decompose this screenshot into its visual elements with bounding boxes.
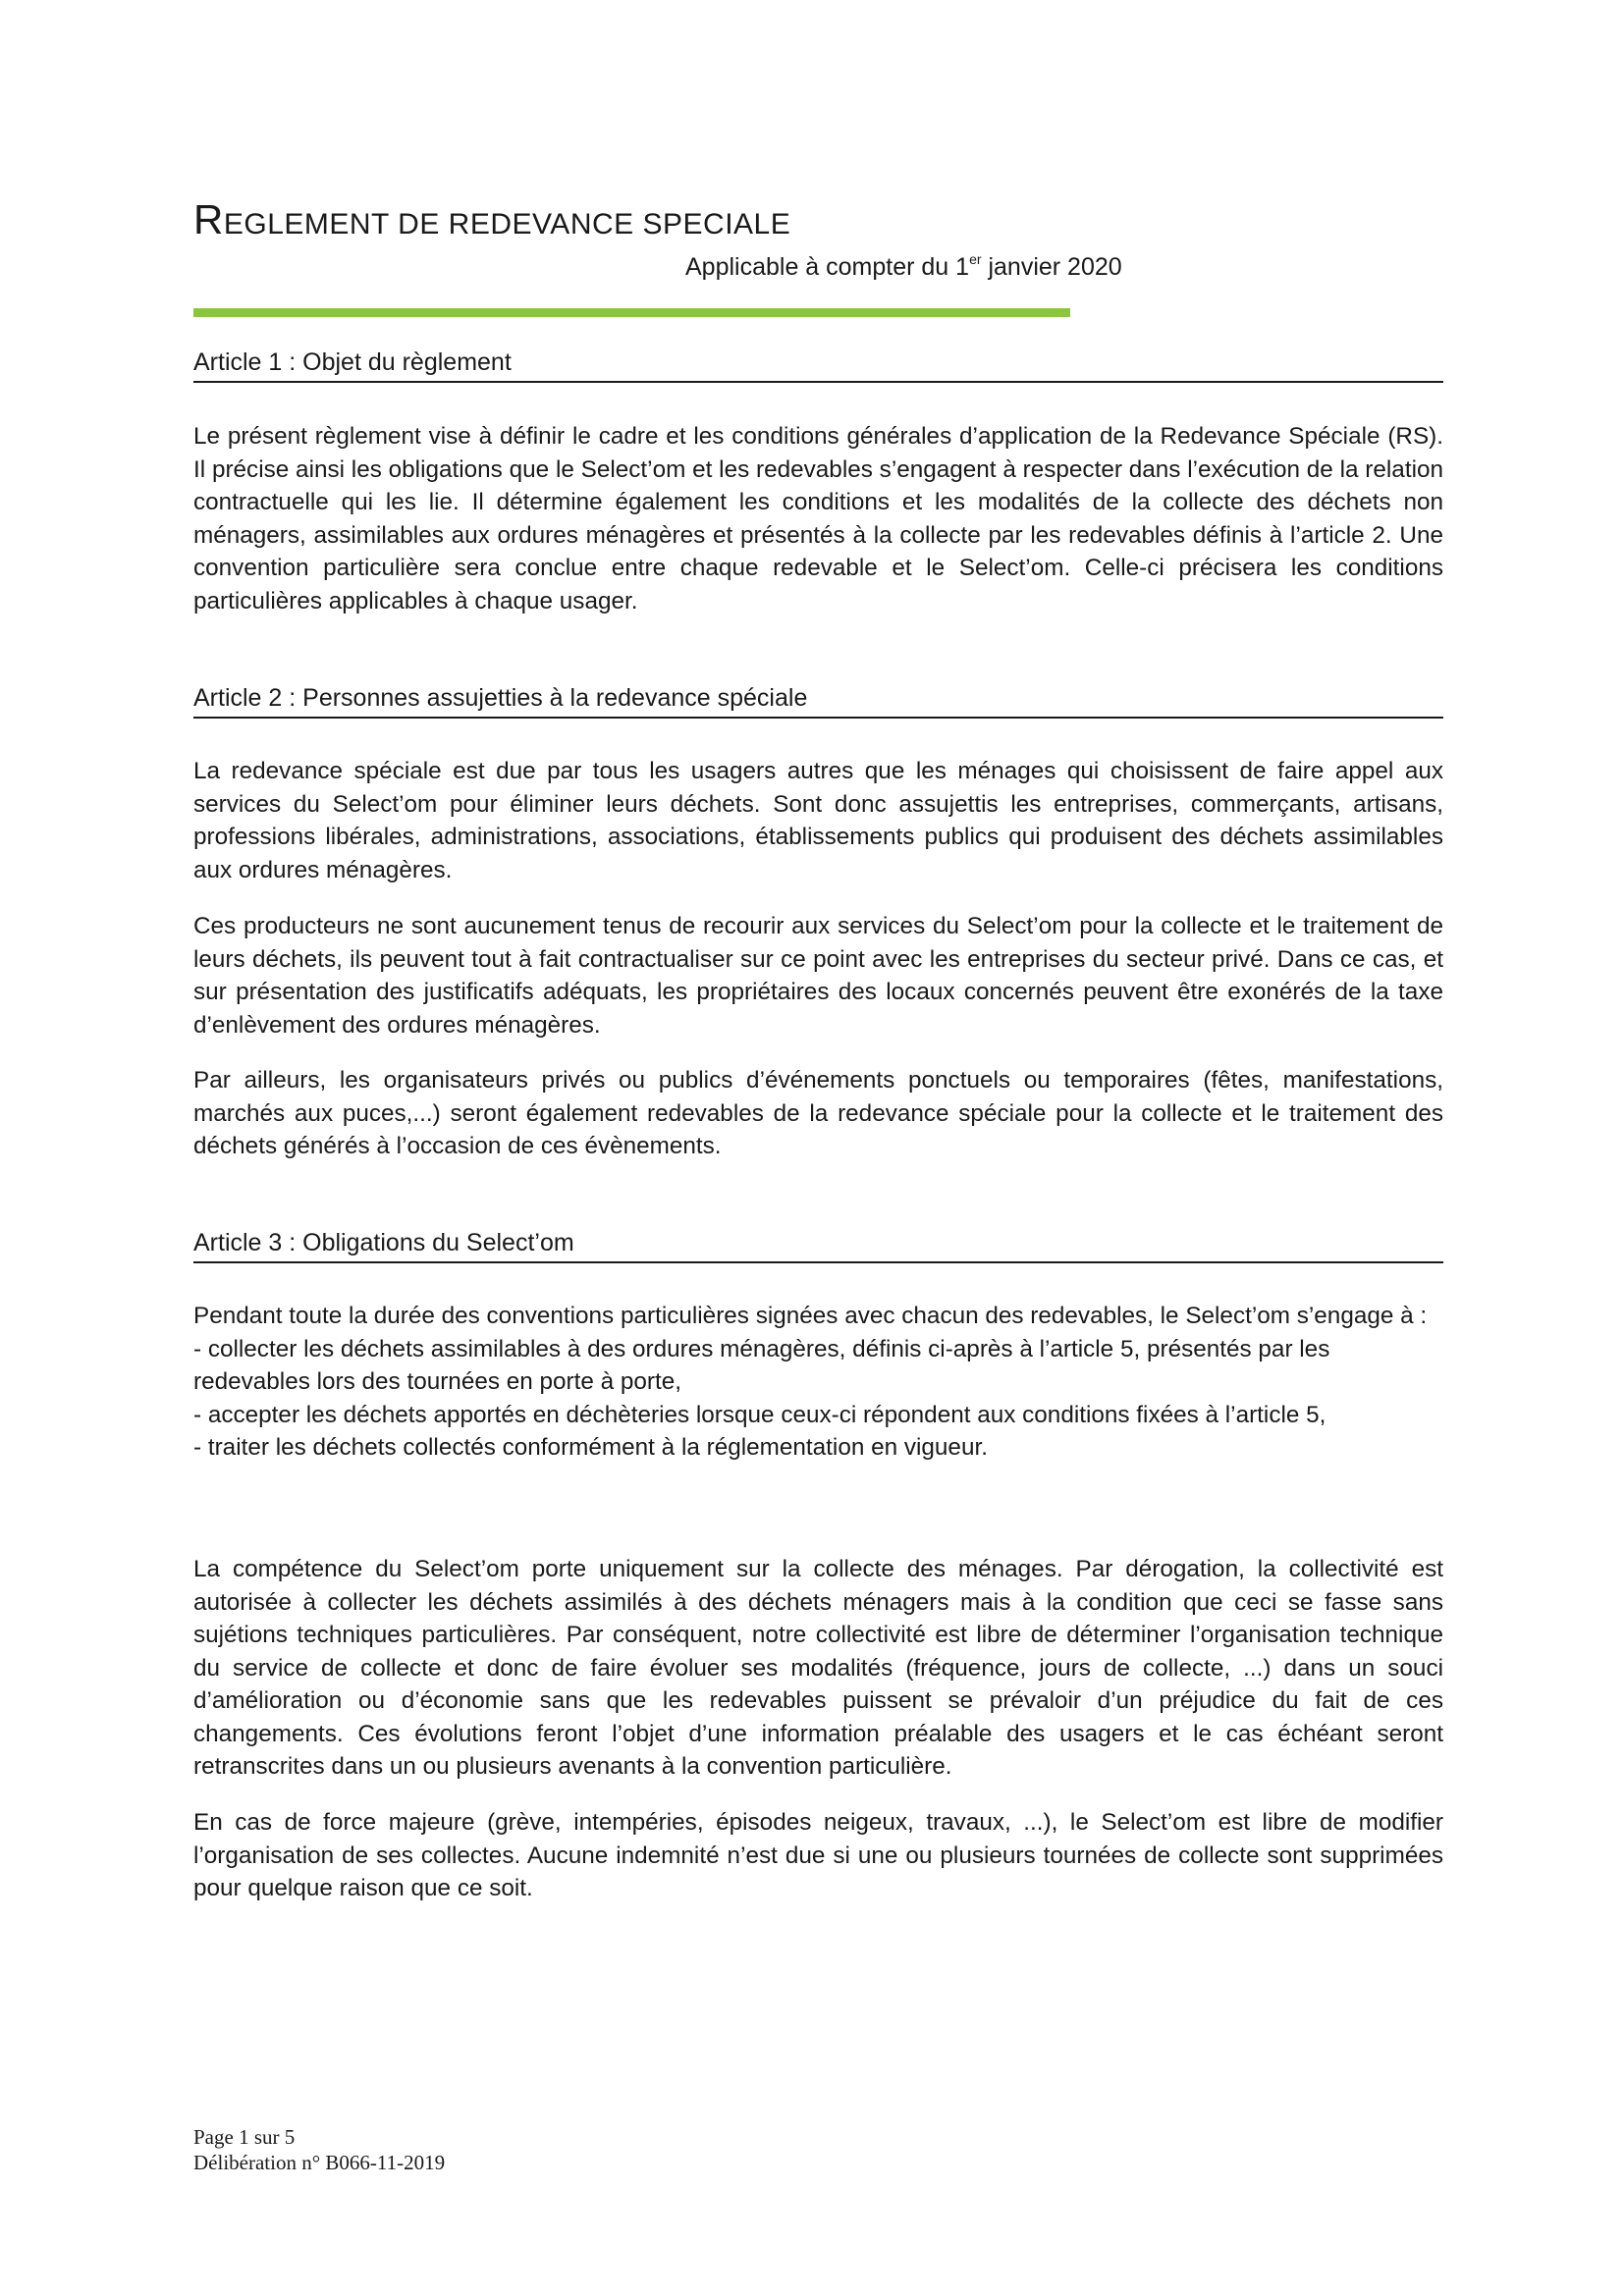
article-3-heading: Article 3 : Obligations du Select’om <box>193 1229 1443 1263</box>
article-3-paragraph-1: La compétence du Select’om porte uniquement sur la collecte des ménages. Par dérogation, la collectivité est autorisée à collecter les déchets assimilés à des déchets ménagers mais à la condition que ceci se fasse sans sujétions techniques particulières. Par conséquent, notre collectivité est libre de déterminer l’organisation technique du service de collecte et donc de faire évoluer ses modalités (fréquence, jours de collecte, ...) dans un souci d’amélioration ou d’économie sans que les redevables puissent se prévaloir d’un préjudice du fait de ces changements. Ces évolutions feront l’objet d’une information préalable des usagers et le cas échéant seront retranscrites dans un ou plusieurs avenants à la convention particulière. <box>193 1556 1443 1780</box>
article-3-paragraph-2: En cas de force majeure (grève, intempéries, épisodes neigeux, travaux, ...), le Select’om est libre de modifier l’organisation de ses collectes. Aucune indemnité n’est due si une ou plusieurs tournées de collecte sont supprimées pour quelque raison que ce soit. <box>193 1809 1443 1901</box>
subtitle-superscript: er <box>969 251 982 267</box>
title-rest: EGLEMENT DE REDEVANCE SPECIALE <box>223 208 791 240</box>
article-3-list-item-2: - accepter les déchets apportés en déchèteries lorsque ceux-ci répondent aux conditions fixées à l’article 5, <box>193 1401 1326 1428</box>
document-subtitle <box>685 253 1122 282</box>
page-number: Page 1 sur 5 <box>193 2125 296 2149</box>
article-3-list-item-1: - collecter les déchets assimilables à des ordures ménagères, définis ci-après à l’article 5, présentés par les redevables lors des tournées en porte à porte, <box>193 1335 1330 1395</box>
article-2-paragraph-2: Ces producteurs ne sont aucunement tenus de recourir aux services du Select’om pour la collecte et le traitement de leurs déchets, ils peuvent tout à fait contractualiser sur ce point avec les entreprises du secteur privé. Dans ce cas, et sur présentation des justificatifs adéquats, les propriétaires des locaux concernés peuvent être exonérés de la taxe d’enlèvement des ordures ménagères. <box>193 913 1443 1039</box>
article-1-heading: Article 1 : Objet du règlement <box>193 348 1443 383</box>
article-1-paragraph: Le présent règlement vise à définir le cadre et les conditions générales d’application de la Redevance Spéciale (RS). Il précise ainsi les obligations que le Select’om et les redevables s’engagent à respecter dans l’exécution de la relation contractuelle qui les lie. Il détermine également les conditions et les modalités de la collecte des déchets non ménagers, assimilables aux ordures ménagères et présentés à la collecte par les redevables définis à l’article 2. Une convention particulière sera conclue entre chaque redevable et le Select’om. Celle-ci précisera les conditions particulières applicables à chaque usager. <box>193 423 1443 614</box>
article-2-paragraph-3: Par ailleurs, les organisateurs privés ou publics d’événements ponctuels ou temporaires (fêtes, manifestations, marchés aux puces,...) seront également redevables de la redevance spéciale pour la collecte et le traitement des déchets générés à l’occasion de ces évènements. <box>193 1067 1443 1159</box>
article-3-list-item-3: - traiter les déchets collectés conformément à la réglementation en vigueur. <box>193 1434 988 1461</box>
article-3-obligations <box>193 1300 1443 1465</box>
deliberation-reference: Délibération n° B066-11-2019 <box>193 2151 446 2174</box>
article-2-heading: Article 2 : Personnes assujetties à la redevance spéciale <box>193 684 1443 719</box>
accent-divider <box>193 308 1070 317</box>
document-title <box>193 196 790 243</box>
subtitle-prefix: Applicable à compter du 1 <box>685 253 970 281</box>
page-footer <box>193 2124 445 2175</box>
title-initial: R <box>193 196 224 242</box>
article-3-intro: Pendant toute la durée des conventions particulières signées avec chacun des redevables, le Select’om s’engage à : <box>193 1303 1428 1329</box>
article-2-paragraph-1: La redevance spéciale est due par tous les usagers autres que les ménages qui choisissent de faire appel aux services du Select’om pour éliminer leurs déchets. Sont donc assujettis les entreprises, commerçants, artisans, professions libérales, administrations, associations, établissements publics qui produisent des déchets assimilables aux ordures ménagères. <box>193 758 1443 883</box>
subtitle-suffix: janvier 2020 <box>981 253 1122 281</box>
